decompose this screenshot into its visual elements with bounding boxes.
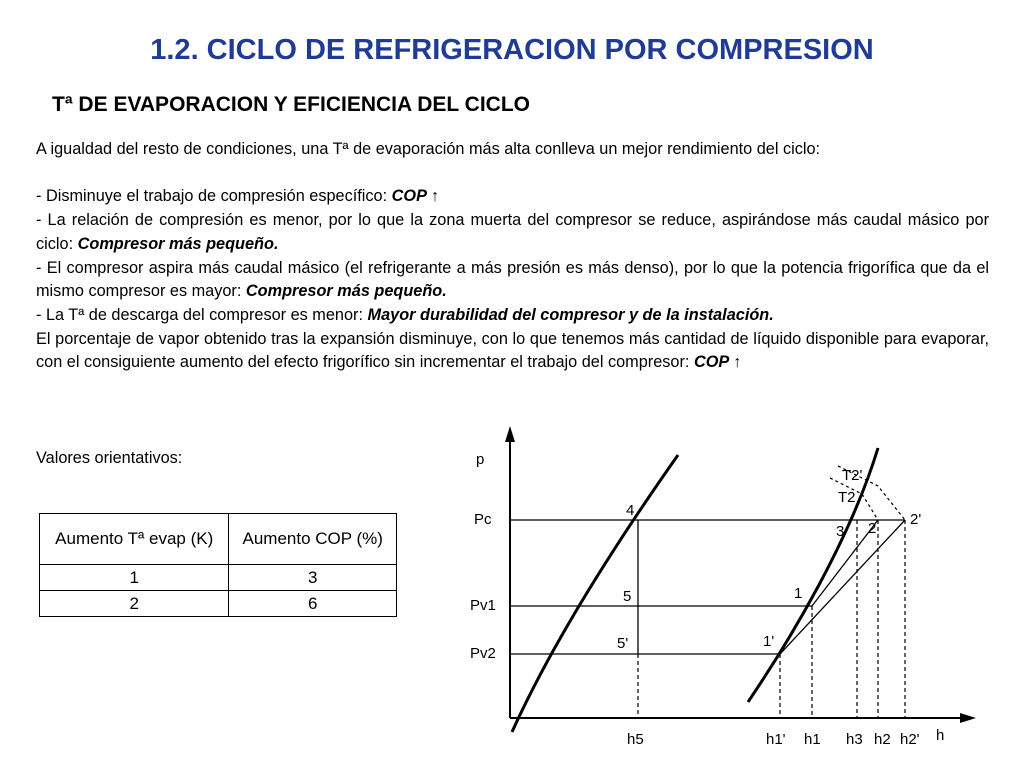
y-axis-label: p — [476, 451, 485, 468]
bullet-cop-emphasis: COP ↑ — [391, 187, 439, 206]
table-header: Aumento Tª evap (K) — [40, 514, 229, 565]
point-label: 2' — [910, 511, 922, 528]
bullet-discharge-temp: - La Tª de descarga del compresor es menor: Mayor durabilidad del compresor y de la instalación. — [36, 305, 774, 324]
point-label: 1 — [794, 585, 803, 602]
pressure-label: Pv1 — [470, 597, 496, 614]
table-row — [40, 565, 397, 591]
pressure-label: Pv2 — [470, 645, 496, 662]
bullet-discharge-temp-emphasis: Mayor durabilidad del compresor y de la instalación. — [367, 305, 774, 324]
values-lead: Valores orientativos: — [36, 449, 183, 467]
point-label: 5 — [623, 588, 632, 605]
pressure-label: Pc — [474, 511, 492, 528]
enthalpy-label: h1 — [804, 731, 821, 748]
point-label: 3 — [836, 523, 845, 540]
slide-title: 1.2. CICLO DE REFRIGERACION POR COMPRESION — [150, 34, 874, 66]
table-header-row — [40, 514, 397, 565]
point-label: 5' — [617, 635, 629, 652]
table-row — [40, 591, 397, 617]
bullet-mass-flow-emphasis: Compresor más pequeño. — [245, 282, 447, 301]
vapor-paragraph: El porcentaje de vapor obtenido tras la expansión disminuye, con lo que tenemos más cantidad de líquido disponible para evaporar, con el consiguiente aumento del efecto frigorífico sin incrementar el trabajo del compresor: COP ↑ — [36, 329, 989, 372]
body-text — [36, 138, 989, 375]
enthalpy-label: h2' — [900, 731, 920, 748]
temperature-label: T2 — [838, 489, 856, 506]
bullet-compression-ratio: - La relación de compresión es menor, por lo que la zona muerta del compresor se reduce, aspirándose más caudal másico por ciclo: Compresor más pequeño. — [36, 211, 989, 253]
temperature-label: T2' — [842, 467, 863, 484]
vapor-paragraph-emphasis: COP ↑ — [693, 353, 742, 372]
enthalpy-label: h3 — [846, 731, 863, 748]
saturated-liquid-curve — [512, 455, 678, 732]
intro-paragraph: A igualdad del resto de condiciones, una Tª de evaporación más alta conlleva un mejor rendimiento del ciclo: — [36, 140, 821, 158]
saturated-vapor-curve — [748, 448, 878, 702]
point-label: 1' — [763, 633, 775, 650]
enthalpy-label: h5 — [627, 731, 644, 748]
table-cell: 1 — [40, 565, 229, 591]
bullet-cop: - Disminuye el trabajo de compresión específico: COP ↑ — [36, 187, 439, 206]
point-label: 4 — [626, 502, 635, 519]
slide-subtitle: Tª DE EVAPORACION Y EFICIENCIA DEL CICLO — [52, 93, 530, 116]
values-table — [39, 513, 397, 617]
table-cell: 2 — [40, 591, 229, 617]
table-cell: 3 — [229, 565, 397, 591]
enthalpy-label: h2 — [874, 731, 891, 748]
point-label: 2 — [868, 520, 877, 537]
table-cell: 6 — [229, 591, 397, 617]
x-axis-label: h — [936, 727, 945, 744]
table-header: Aumento COP (%) — [229, 514, 397, 565]
ph-diagram — [430, 420, 990, 768]
enthalpy-label: h1' — [766, 731, 786, 748]
y-axis-arrow-icon — [505, 426, 515, 442]
x-axis-arrow-icon — [960, 713, 976, 723]
bullet-compression-ratio-emphasis: Compresor más pequeño. — [77, 234, 279, 253]
bullet-mass-flow: - El compresor aspira más caudal másico (el refrigerante a más presión es más denso), por lo que la potencia frigorífica que da el mismo compresor es mayor: Compresor más pequeño. — [36, 258, 989, 301]
